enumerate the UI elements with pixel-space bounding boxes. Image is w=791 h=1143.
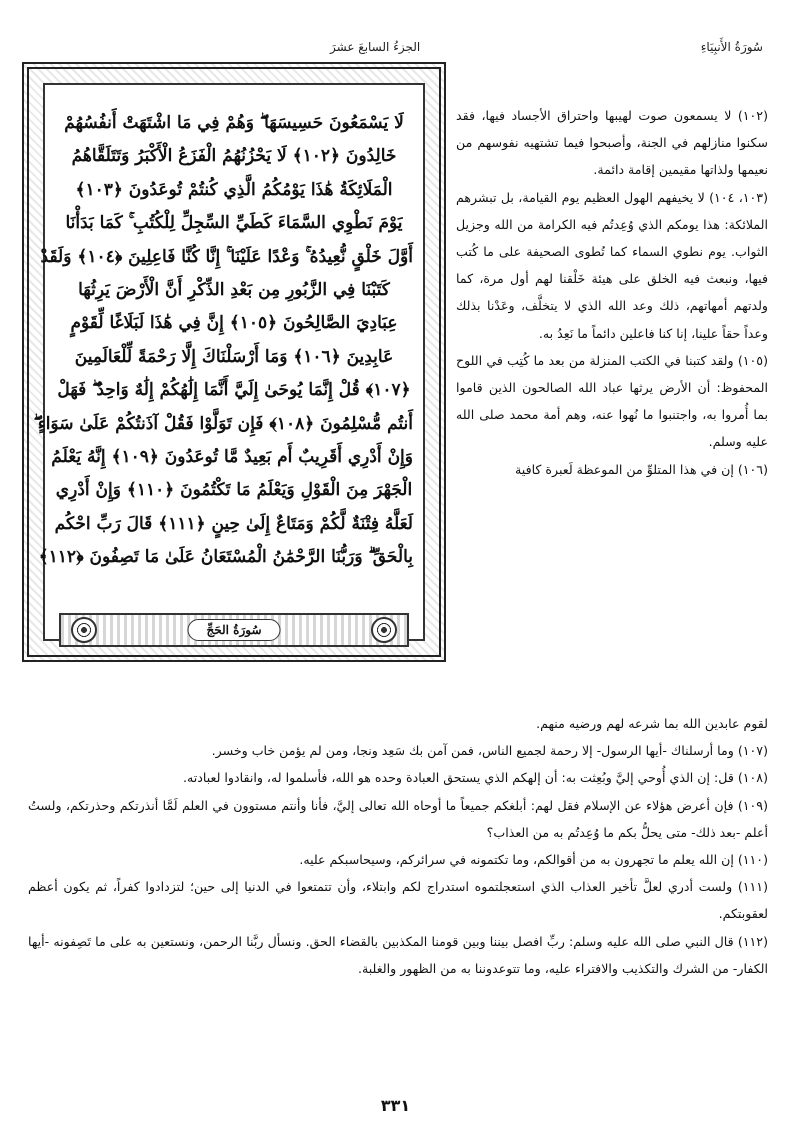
quran-line: عَابِدِينَ ﴿١٠٦﴾ وَمَا أَرْسَلْنَاكَ إِلَّا رَحْمَةً لِّلْعَالَمِينَ	[74, 346, 394, 367]
quran-line: ﴿١٠٧﴾ قُلْ إِنَّمَا يُوحَىٰ إِلَيَّ أَنَّمَا إِلَٰهُكُمْ إِلَٰهٌ وَاحِدٌ ۖ فَهَلْ	[57, 380, 411, 401]
quran-line: وَإِنْ أَدْرِي أَقَرِيبٌ أَم بَعِيدٌ مَّا تُوعَدُونَ ﴿١٠٩﴾ إِنَّهُ يَعْلَمُ	[51, 446, 413, 467]
tafsir-paragraph: (١٠٧) وما أرسلناك -أيها الرسول- إلا رحمة لجميع الناس، فمن آمن بك سَعِد ونجا، ومن لم يؤمن خاب وخسر.	[211, 743, 768, 759]
rosette-ornament-icon	[371, 617, 397, 643]
quran-line: كَتَبْنَا فِي الزَّبُورِ مِن بَعْدِ الذِّكْرِ أَنَّ الْأَرْضَ يَرِثُهَا	[78, 279, 390, 300]
tafsir-paragraph: (١١١) ولست أدري لعلَّ تأخير العذاب الذي استعجلتموه استدراج لكم وابتلاء، وأن تتمتعوا في الدنيا إلى حين؛ لتزدادوا كفراً، ثم يكون أعظم لعقوبتكم.	[28, 879, 768, 922]
quran-line: لَا يَسْمَعُونَ حَسِيسَهَا ۖ وَهُمْ فِي مَا اشْتَهَتْ أَنفُسُهُمْ	[64, 113, 404, 133]
tafsir-paragraph: (١٠٩) فإن أعرض هؤلاء عن الإسلام فقل لهم: أبلغكم جميعاً ما أوحاه الله تعالى إليَّ، فأنا وأنتم مستوون في العلم لَمَّا أنذرتكم وحذرتكم، ولستُ أعلم -بعد ذلك- متى يحلُّ بكم ما وُعِدتُم به من العذاب؟	[28, 797, 768, 840]
quran-line: خَالِدُونَ ﴿١٠٢﴾ لَا يَحْزُنُهُمُ الْفَزَعُ الْأَكْبَرُ وَتَتَلَقَّاهُمُ	[71, 146, 397, 167]
quran-line: الْمَلَائِكَةُ هَٰذَا يَوْمُكُمُ الَّذِي كُنتُمْ تُوعَدُونَ ﴿١٠٣﴾	[75, 179, 393, 200]
quran-line: لَعَلَّهُ فِتْنَةٌ لَّكُمْ وَمَتَاعٌ إِلَىٰ حِينٍ ﴿١١١﴾ قَالَ رَبِّ احْكُم	[54, 513, 413, 534]
juz-name-header: الجزءُ السابعَ عشرَ	[330, 40, 421, 54]
tafsir-paragraph: (١٠٦) إن في هذا المتلوِّ من الموعظة لَعبرة كافية	[515, 461, 768, 477]
tafsir-side-column	[456, 102, 768, 483]
page-number: ٣٣١	[380, 1096, 411, 1115]
tafsir-paragraph: (١٠٢) لا يسمعون صوت لهيبها واحتراق الأجساد فيها، فقد سكنوا منازلهم في الجنة، وأصبحوا فيما تشتهيه نفوسهم من نعيمها ولذاتها مقيمين إقامة دائمة.	[456, 108, 768, 178]
quran-lines	[33, 107, 413, 574]
surah-name-header: سُورَةُ الأَنبِيَاءِ	[700, 40, 763, 54]
next-surah-title: سُورَةُ الحَجِّ	[188, 619, 281, 641]
quran-line: أَنتُم مُّسْلِمُونَ ﴿١٠٨﴾ فَإِن تَوَلَّوْا فَقُلْ آذَنتُكُمْ عَلَىٰ سَوَاءٍ ۖ	[33, 413, 413, 434]
tafsir-paragraph: (١٠٣، ١٠٤) لا يخيفهم الهول العظيم يوم القيامة، بل تبشرهم الملائكة: هذا يومكم الذي وُعِدتُم فيه الكرامة من الله وجزيل الثواب. يوم نطوي السماء كما تُطوى الصحيفة على ما كُتب فيها، ونبعث فيه الخلق على هيئة خَلْقنا لهم أول مرة، كما ولدتهم أمهاتهم، ذلك وعد الله الذي لا يتخلَّف، وعَدْنا بذلك وعداً حقاً علينا، إنا كنا فاعلين دائماً ما نَعِدُ به.	[456, 189, 768, 341]
tafsir-full-width	[28, 710, 768, 982]
quran-line: بِالْحَقِّ ۗ وَرَبُّنَا الرَّحْمَٰنُ الْمُسْتَعَانُ عَلَىٰ مَا تَصِفُونَ ﴿١١٢﴾	[38, 547, 413, 568]
quran-line: الْجَهْرَ مِنَ الْقَوْلِ وَيَعْلَمُ مَا تَكْتُمُونَ ﴿١١٠﴾ وَإِنْ أَدْرِي	[55, 480, 413, 501]
tafsir-paragraph: (١١٠) إن الله يعلم ما تجهرون به من أقوالكم، وما تكتمونه في سرائركم، وسيحاسبكم عليه.	[299, 852, 768, 868]
tafsir-paragraph: لقوم عابدين الله بما شرعه لهم ورضيه منهم.	[536, 716, 768, 731]
quran-frame	[22, 62, 446, 662]
tafsir-paragraph: (١١٢) قال النبي صلى الله عليه وسلم: ربِّ افصل بيننا وبين قومنا المكذبين بالقضاء الحق. ونسأل ربَّنا الرحمن، ونستعين به على ما تَصِفونه -أيها الكفار- من الشرك والتكذيب والافتراء عليه، وما تتوعدوننا به من الظهور والغلبة.	[28, 933, 768, 976]
quran-line: عِبَادِيَ الصَّالِحُونَ ﴿١٠٥﴾ إِنَّ فِي هَٰذَا لَبَلَاغًا لِّقَوْمٍ	[70, 313, 398, 334]
quran-text-panel	[33, 83, 425, 641]
surah-title-band	[59, 613, 409, 647]
tafsir-paragraph: (١٠٥) ولقد كتبنا في الكتب المنزلة من بعد ما كُتِب في اللوح المحفوظ: أن الأرض يرثها عباد الله الصالحون الذين قاموا بما أُمروا به، واجتنبوا ما نُهوا عنه، وهم أمة محمد صلى الله عليه وسلم.	[456, 352, 768, 450]
rosette-ornament-icon	[71, 617, 97, 643]
quran-line: أَوَّلَ خَلْقٍ نُّعِيدُهُ ۚ وَعْدًا عَلَيْنَا ۚ إِنَّا كُنَّا فَاعِلِينَ ﴿١٠٤﴾ وَلَقَدْ	[40, 246, 413, 267]
tafsir-paragraph: (١٠٨) قل: إن الذي أُوحي إليَّ وبُعِثت به: أن إلهكم الذي يستحق العبادة وحده هو الله، فأسلموا له، وانقادوا لعبادته.	[183, 770, 768, 786]
quran-line: يَوْمَ نَطْوِي السَّمَاءَ كَطَيِّ السِّجِلِّ لِلْكُتُبِ ۚ كَمَا بَدَأْنَا	[65, 213, 403, 234]
